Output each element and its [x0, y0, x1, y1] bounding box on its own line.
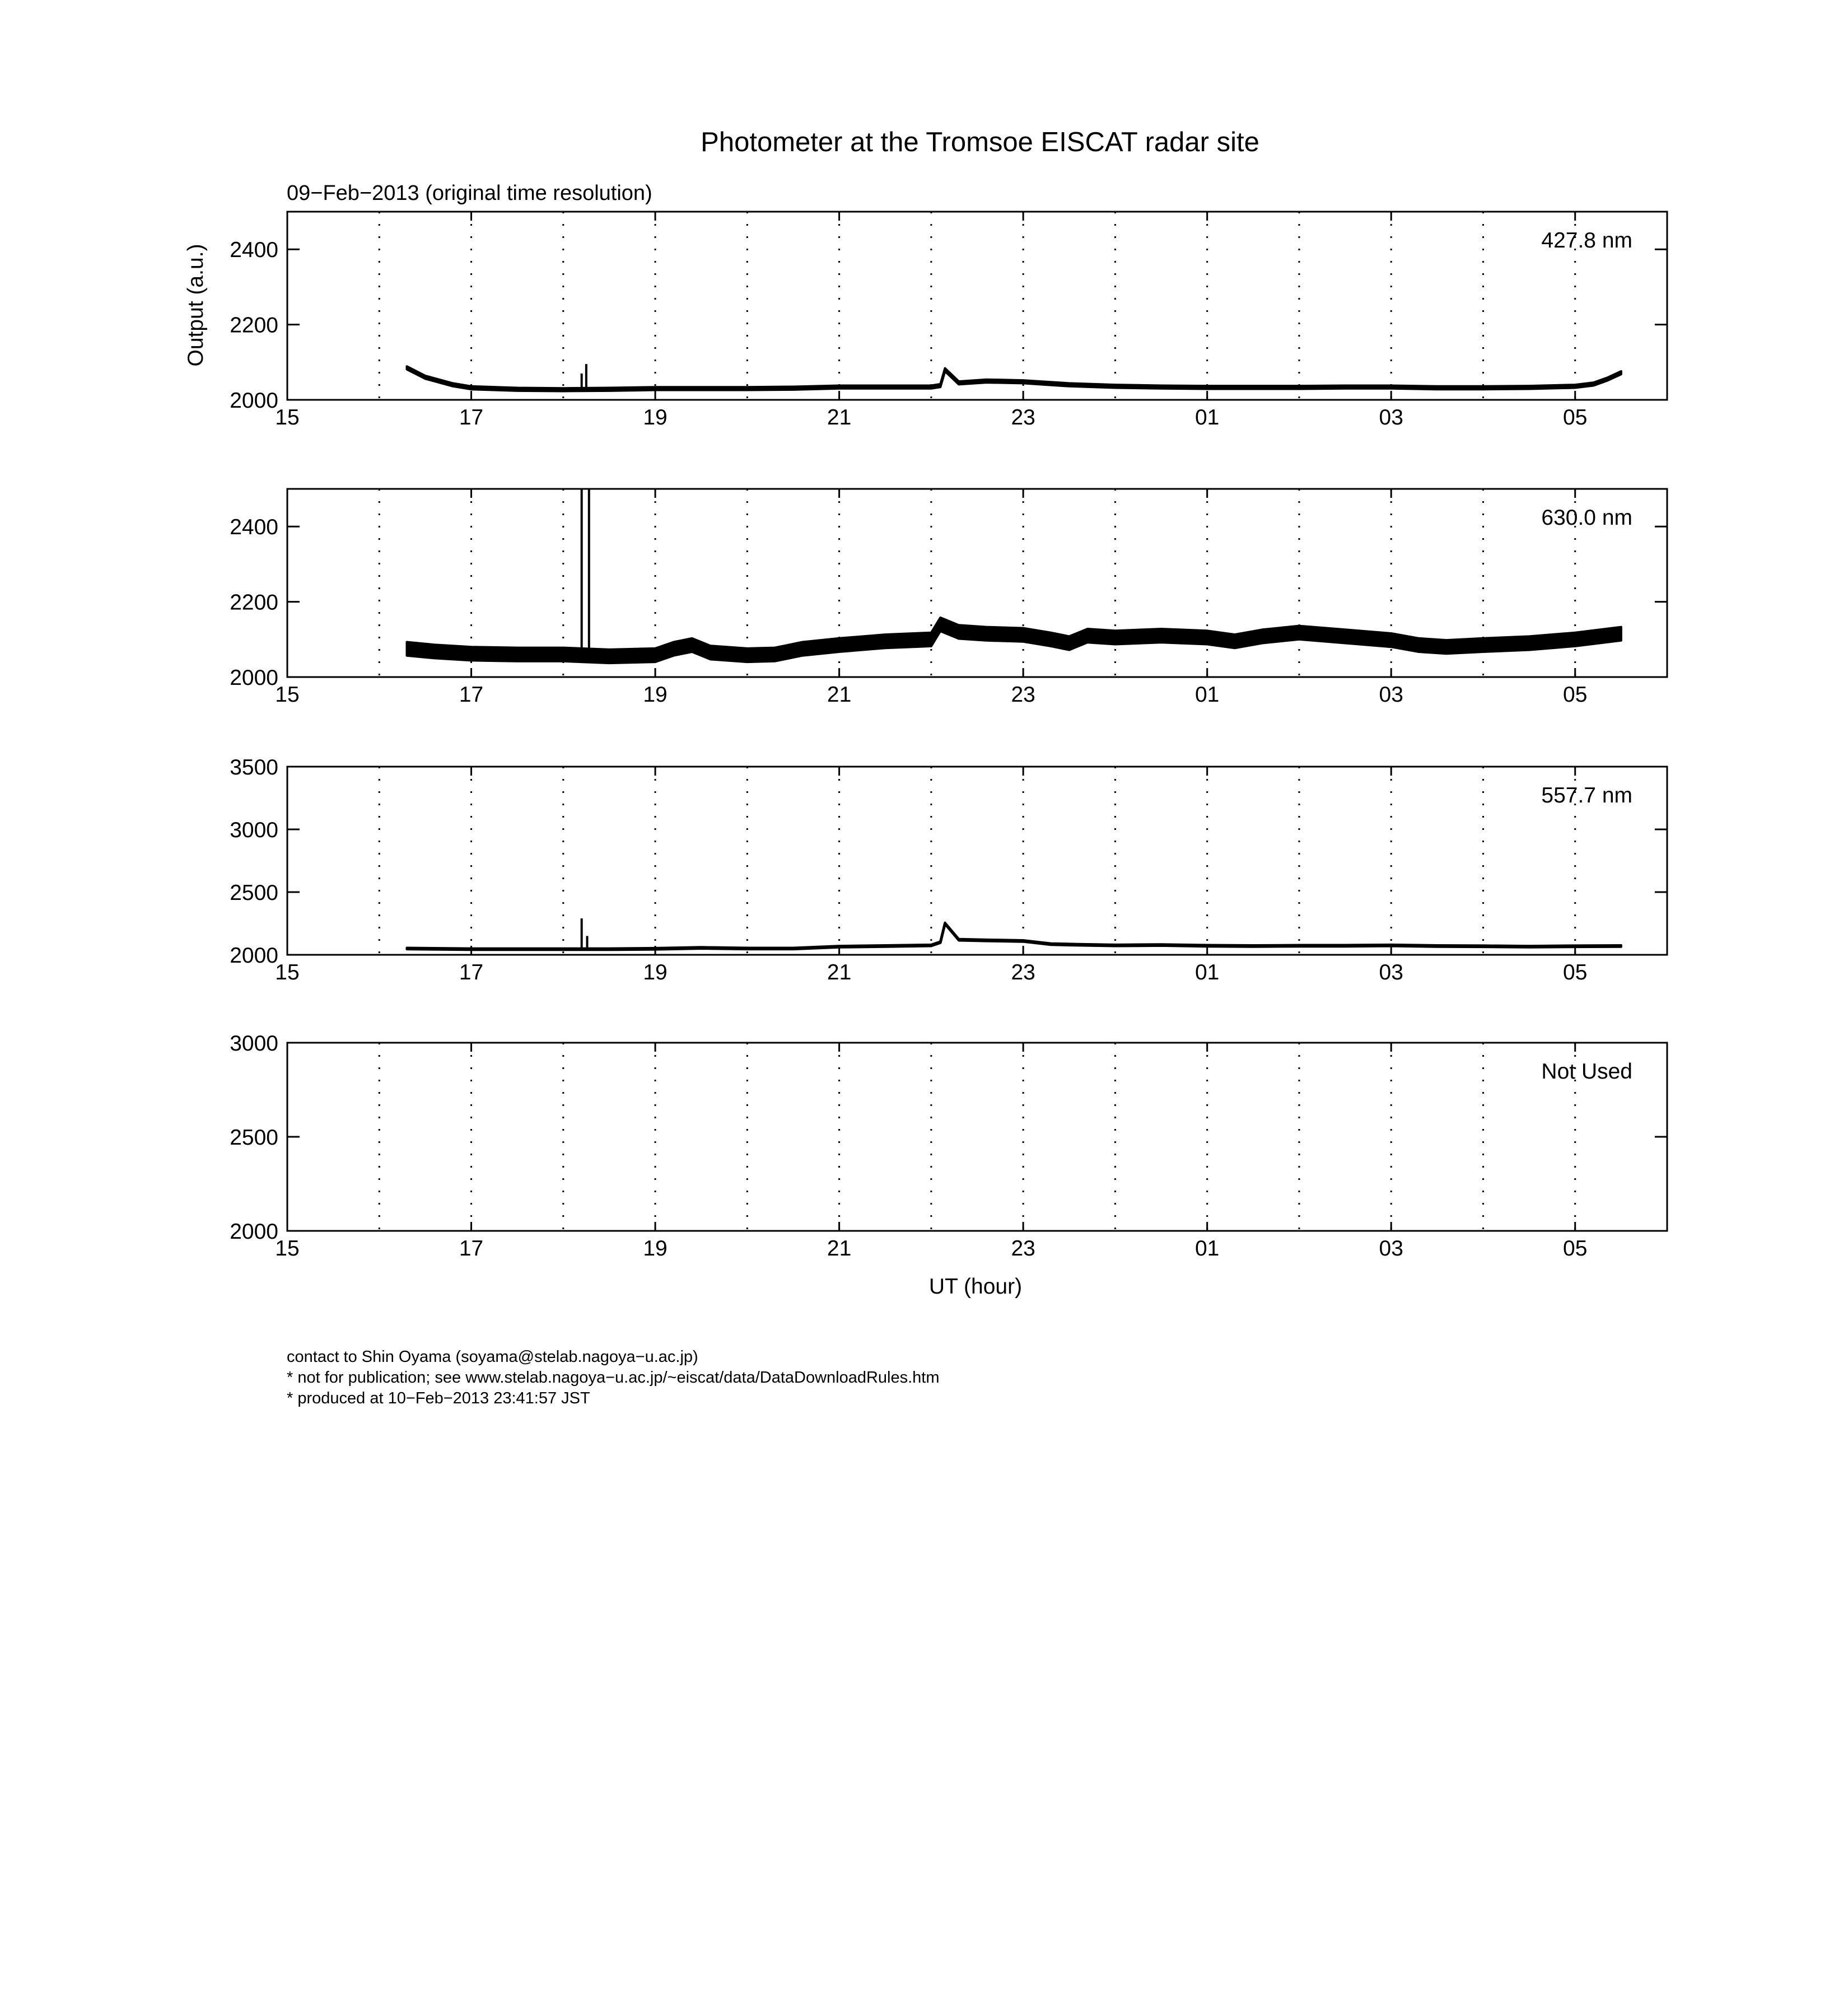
x-tick-label: 01 — [1194, 1236, 1220, 1261]
figure-title: Photometer at the Tromsoe EISCAT radar site — [701, 127, 1259, 157]
y-tick-label: 2000 — [230, 389, 278, 413]
y-tick-label: 3000 — [230, 1032, 278, 1056]
y-tick-label: 2500 — [230, 1126, 278, 1150]
x-tick-label: 19 — [643, 1236, 668, 1261]
y-tick-label: 2400 — [230, 238, 278, 263]
x-tick-label: 01 — [1194, 405, 1220, 430]
x-tick-label: 05 — [1563, 405, 1588, 430]
footer-notes — [287, 1347, 940, 1409]
panel-4 — [230, 1032, 1667, 1261]
y-tick-label: 2000 — [230, 944, 278, 968]
x-tick-label: 03 — [1379, 405, 1403, 430]
footer-produced-at: * produced at 10−Feb−2013 23:41:57 JST — [287, 1389, 590, 1407]
y-tick-label: 2500 — [230, 881, 278, 905]
y-tick-label: 2400 — [230, 515, 278, 540]
x-tick-label: 17 — [459, 683, 484, 707]
x-tick-label: 21 — [827, 1236, 852, 1261]
channel-label: 427.8 nm — [1541, 228, 1632, 253]
x-tick-label: 23 — [1011, 1236, 1035, 1261]
series-line — [407, 368, 1621, 390]
x-tick-label: 15 — [275, 1236, 300, 1261]
y-tick-label: 3500 — [230, 755, 278, 780]
x-tick-label: 05 — [1563, 1236, 1588, 1261]
x-tick-label: 05 — [1563, 683, 1588, 707]
panels-group — [230, 212, 1667, 1261]
series-line — [407, 923, 1621, 949]
x-tick-label: 03 — [1379, 683, 1403, 707]
x-tick-label: 05 — [1563, 960, 1588, 984]
footer-contact: contact to Shin Oyama (soyama@stelab.nagoya−u.ac.jp) — [287, 1348, 698, 1366]
channel-label: 630.0 nm — [1541, 506, 1632, 530]
x-tick-label: 21 — [827, 960, 852, 984]
x-tick-label: 15 — [275, 405, 300, 430]
x-tick-label: 23 — [1011, 683, 1035, 707]
y-tick-label: 2000 — [230, 666, 278, 690]
x-tick-label: 15 — [275, 683, 300, 707]
axes-frame — [287, 767, 1667, 955]
x-tick-label: 21 — [827, 405, 852, 430]
axes-frame — [287, 212, 1667, 400]
x-axis-label: UT (hour) — [928, 1275, 1023, 1299]
y-tick-label: 2000 — [230, 1220, 278, 1244]
y-tick-label: 2200 — [230, 313, 278, 338]
x-tick-label: 01 — [1194, 683, 1220, 707]
x-tick-label: 19 — [643, 683, 668, 707]
x-tick-label: 03 — [1379, 960, 1403, 984]
x-tick-label: 21 — [827, 683, 852, 707]
figure-subtitle: 09−Feb−2013 (original time resolution) — [287, 181, 652, 205]
x-tick-label: 23 — [1011, 405, 1035, 430]
x-tick-label: 23 — [1011, 960, 1035, 984]
channel-label: 557.7 nm — [1541, 783, 1632, 808]
panel-1 — [230, 212, 1667, 430]
x-tick-label: 15 — [275, 960, 300, 984]
x-tick-label: 17 — [459, 960, 484, 984]
panel-2 — [230, 489, 1667, 707]
axes-frame — [287, 1043, 1667, 1231]
x-tick-label: 03 — [1379, 1236, 1403, 1261]
x-tick-label: 19 — [643, 405, 668, 430]
footer-publication-note: * not for publication; see www.stelab.nagoya−u.ac.jp/~eiscat/data/DataDownloadRules.htm — [287, 1369, 940, 1387]
x-tick-label: 17 — [459, 1236, 484, 1261]
panel-3 — [230, 755, 1667, 984]
y-tick-label: 3000 — [230, 818, 278, 842]
channel-label: Not Used — [1541, 1060, 1632, 1084]
y-axis-label: Output (a.u.) — [184, 244, 208, 367]
x-tick-label: 19 — [643, 960, 668, 984]
y-tick-label: 2200 — [230, 590, 278, 615]
x-tick-label: 01 — [1194, 960, 1220, 984]
x-tick-label: 17 — [459, 405, 484, 430]
